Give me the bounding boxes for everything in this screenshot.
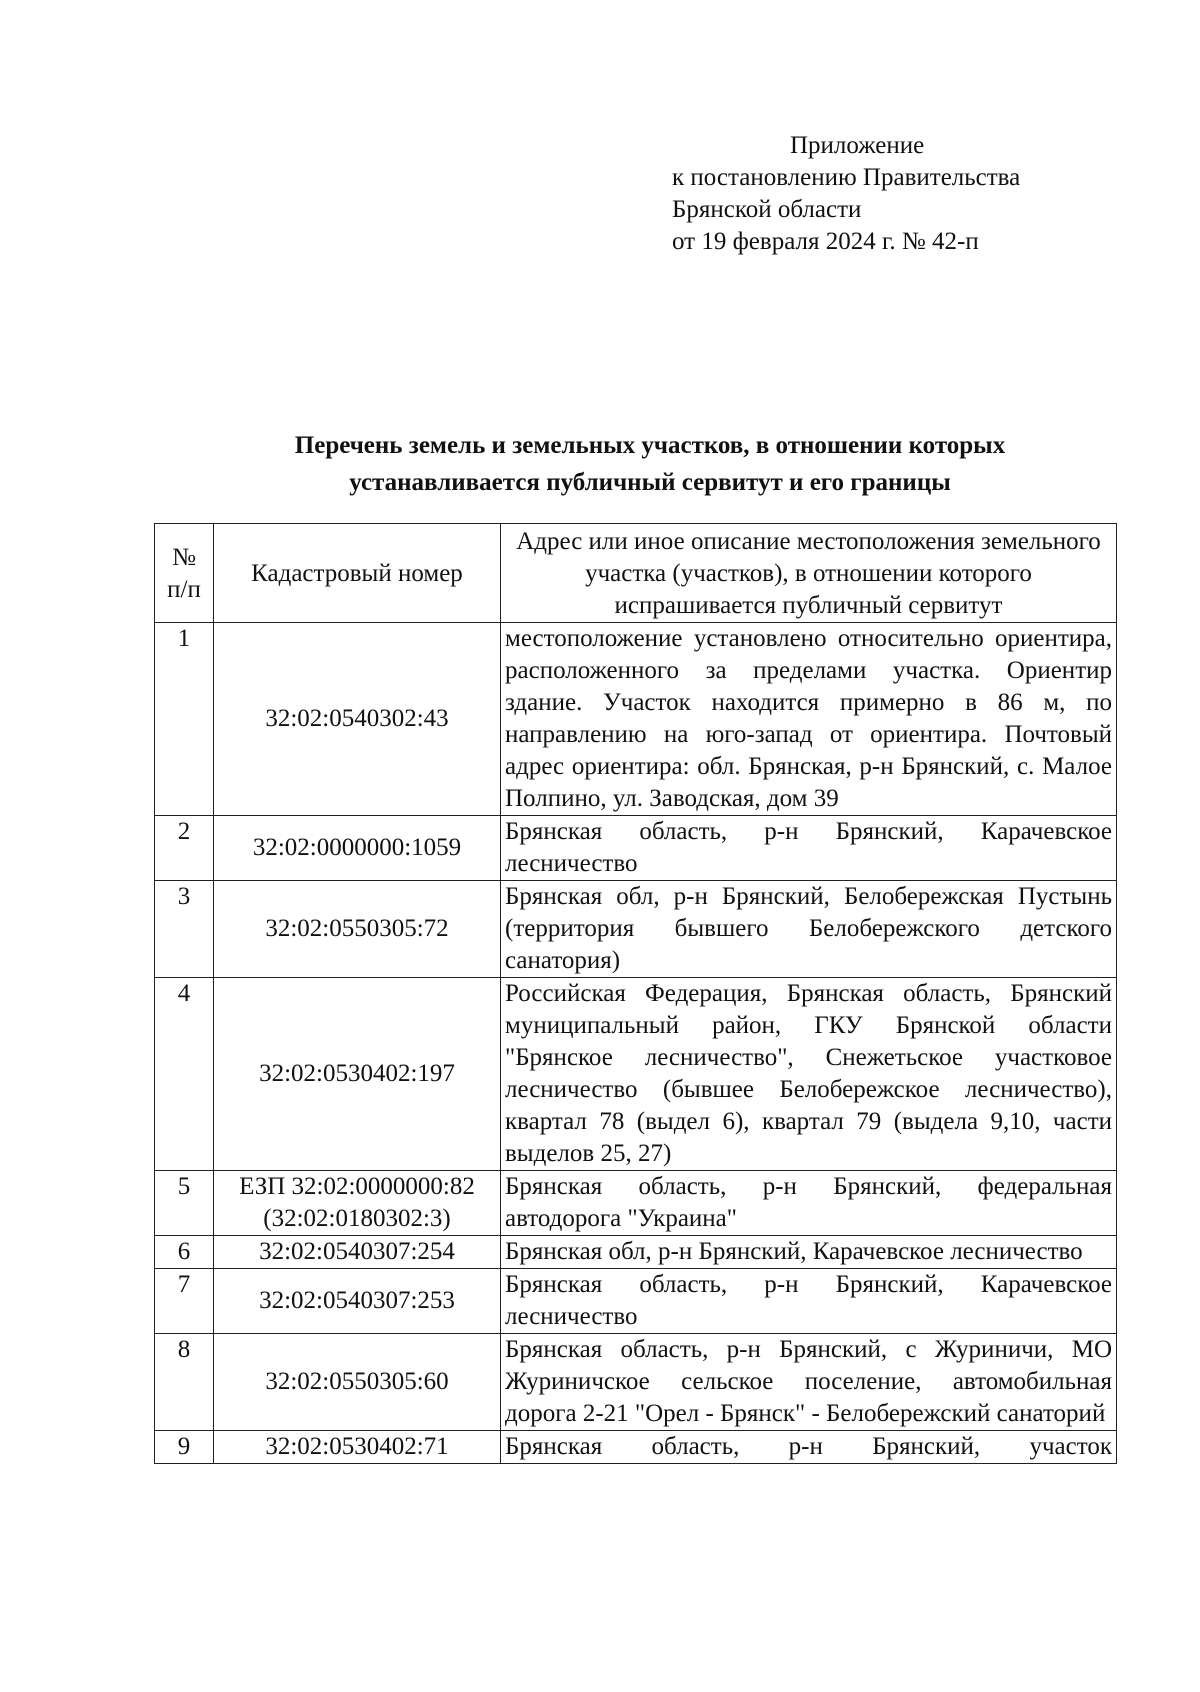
- row-address: Брянская обл, р-н Брянский, Белобережская Пустынь (территория бывшего Белобережского детского санатория): [501, 881, 1117, 978]
- table-row: [155, 881, 1117, 978]
- header-address: Адрес или иное описание местоположения земельного участка (участков), в отношении которого испрашивается публичный сервитут: [501, 524, 1117, 623]
- row-num: 3: [155, 881, 214, 978]
- appendix-line-resolution: к постановлению Правительства: [672, 164, 1021, 191]
- row-cadastral: 32:02:0540307:253: [214, 1269, 501, 1334]
- appendix-title: Приложение: [790, 132, 925, 159]
- row-address: Брянская область, р-н Брянский, Карачевское лесничество: [501, 816, 1117, 881]
- document-title: [150, 427, 1150, 501]
- document-title-line-2: устанавливается публичный сервитут и его границы: [349, 469, 951, 496]
- table-row: [155, 978, 1117, 1171]
- table-header-row: [155, 524, 1117, 623]
- row-cadastral: 32:02:0540302:43: [214, 623, 501, 816]
- row-num: 2: [155, 816, 214, 881]
- row-num: 6: [155, 1236, 214, 1269]
- row-num: 7: [155, 1269, 214, 1334]
- row-address: местоположение установлено относительно ориентира, расположенного за пределами участка. Ориентир здание. Участок находится примерно в 86 м, по направлению на юго-запад от ориентира. Почтовый адрес ориентира: обл. Брянская, р-н Брянский, с. Малое Полпино, ул. Заводская, дом 39: [501, 623, 1117, 816]
- header-cadastral: Кадастровый номер: [214, 524, 501, 623]
- header-num: № п/п: [155, 524, 214, 623]
- row-address-cell: [501, 1431, 1117, 1464]
- row-address: Брянская обл, р-н Брянский, Карачевское лесничество: [501, 1236, 1117, 1269]
- row-address: Брянская область, р-н Брянский, с Журиничи, МО Журиничское сельское поселение, автомобильная дорога 2-21 "Орел - Брянск" - Белобережский санаторий: [501, 1334, 1117, 1431]
- row-address: Брянская область, р-н Брянский, Карачевское лесничество: [501, 1269, 1117, 1334]
- row-cadastral: 32:02:0000000:1059: [214, 816, 501, 881]
- row-num: 8: [155, 1334, 214, 1431]
- row-cadastral: 32:02:0550305:60: [214, 1334, 501, 1431]
- table-row: [155, 1334, 1117, 1431]
- table-row: [155, 816, 1117, 881]
- row-address: Брянская область, р-н Брянский, федеральная автодорога "Украина": [501, 1171, 1117, 1236]
- row-num: 1: [155, 623, 214, 816]
- row-cadastral: 32:02:0530402:197: [214, 978, 501, 1171]
- row-cadastral: 32:02:0550305:72: [214, 881, 501, 978]
- table-row-partial: [155, 1431, 1117, 1464]
- row-cadastral: 32:02:0540307:254: [214, 1236, 501, 1269]
- appendix-line-date-number: от 19 февраля 2024 г. № 42-п: [672, 228, 979, 255]
- document-title-line-1: Перечень земель и земельных участков, в отношении которых: [294, 432, 1006, 459]
- table-row: [155, 1236, 1117, 1269]
- row-address: Российская Федерация, Брянская область, Брянский муниципальный район, ГКУ Брянской области "Брянское лесничество", Снежетьское участковое лесничество (бывшее Белобережское лесничество), квартал 78 (выдел 6), квартал 79 (выдела 9,10, части выделов 25, 27): [501, 978, 1117, 1171]
- appendix-line-region: Брянской области: [672, 196, 862, 223]
- table-row: [155, 1269, 1117, 1334]
- row-num: 9: [155, 1431, 214, 1464]
- row-address: Брянская область, р-н Брянский, участок: [505, 1433, 1112, 1460]
- servitude-table: [154, 523, 1117, 1464]
- table-row: [155, 623, 1117, 816]
- appendix-block: [672, 130, 1020, 258]
- row-cadastral: ЕЗП 32:02:0000000:82 (32:02:0180302:3): [214, 1171, 501, 1236]
- table-row: [155, 1171, 1117, 1236]
- row-num: 5: [155, 1171, 214, 1236]
- row-cadastral: 32:02:0530402:71: [214, 1431, 501, 1464]
- row-num: 4: [155, 978, 214, 1171]
